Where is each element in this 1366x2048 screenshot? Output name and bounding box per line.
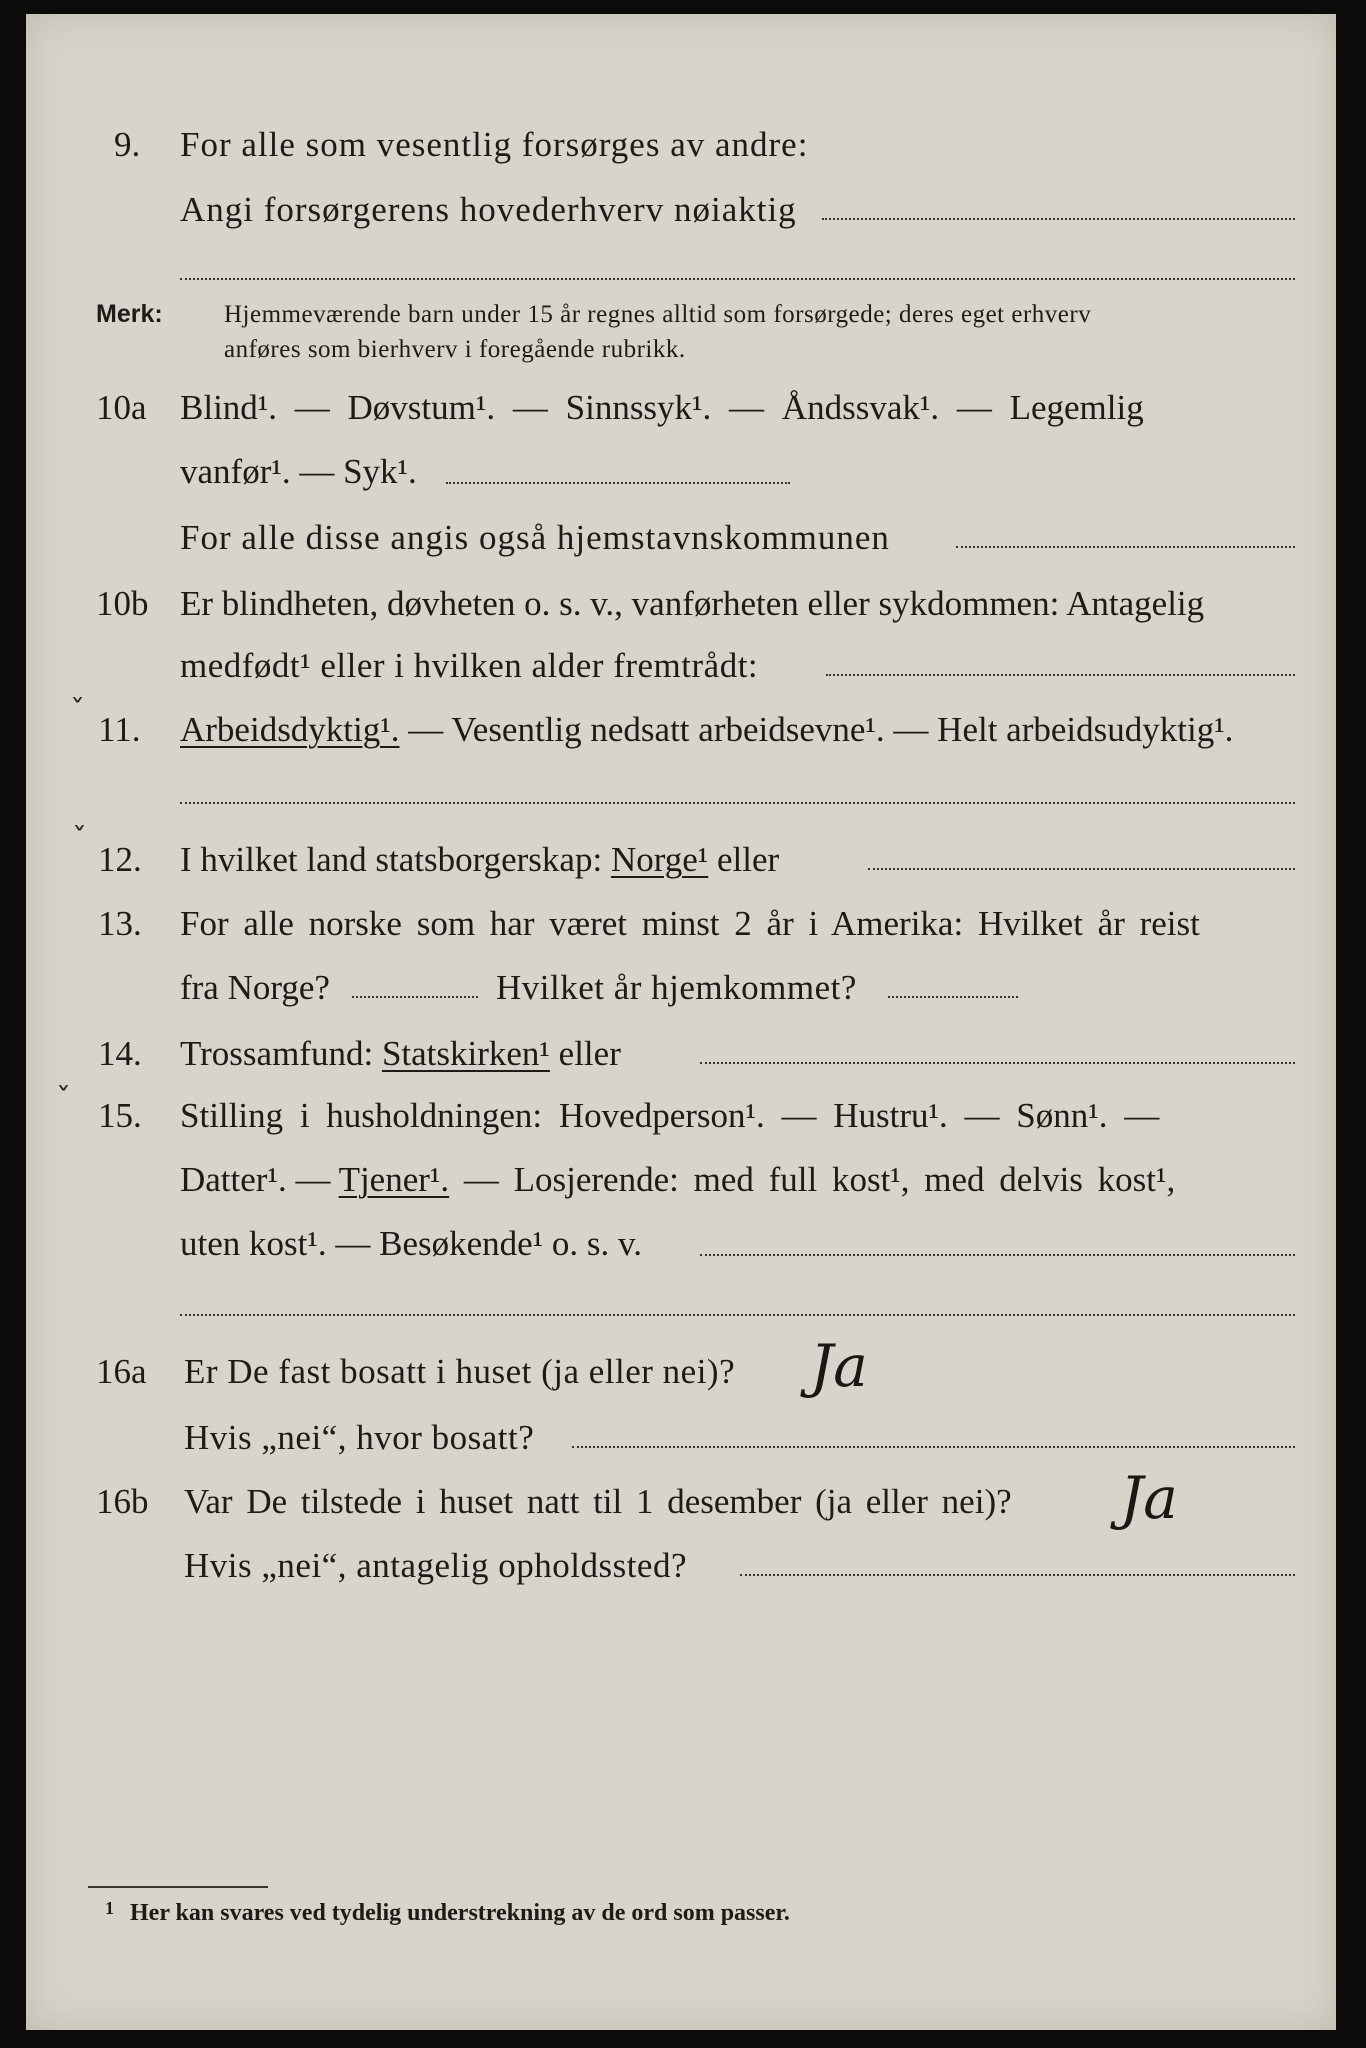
- q16a-number: 16a: [96, 1352, 147, 1391]
- q10b-line1: Er blindheten, døvheten o. s. v., vanførheten eller sykdommen: Antagelig: [180, 584, 1205, 623]
- q15-answer-line[interactable]: [180, 1314, 1295, 1316]
- q10a-hjemstavn-field[interactable]: [956, 546, 1295, 548]
- q10a-line1: Blind¹. — Døvstum¹. — Sinnssyk¹. — Åndssvak¹. — Legemlig: [180, 388, 1144, 427]
- q16b-line1: Var De tilstede i huset natt til 1 desember (ja eller nei)?: [184, 1482, 1012, 1521]
- q16a-line1: Er De fast bosatt i huset (ja eller nei)?: [184, 1352, 736, 1391]
- check-mark-icon: ˇ: [70, 694, 85, 729]
- q11-option-arbeidsdyktig[interactable]: Arbeidsdyktig¹.: [180, 710, 400, 749]
- q15-answer-field[interactable]: [700, 1254, 1295, 1256]
- q15-option-tjener[interactable]: Tjener¹.: [338, 1160, 450, 1199]
- q15-line2-end: — Losjerende: med full kost¹, med delvis kost¹,: [449, 1160, 1176, 1199]
- q9-answer-field[interactable]: [822, 218, 1295, 220]
- q10a-number: 10a: [96, 388, 147, 427]
- q13-line1: For alle norske som har været minst 2 år i Amerika: Hvilket år reist: [180, 904, 1200, 943]
- q10a-line3: For alle disse angis også hjemstavnskommunen: [180, 518, 890, 557]
- q15-line2-start: Datter¹. —: [180, 1160, 339, 1199]
- q12-number: 12.: [98, 840, 142, 879]
- q13-reist-field[interactable]: [352, 996, 478, 998]
- footnote-mark: 1: [105, 1898, 114, 1918]
- q12-or: eller: [708, 840, 780, 879]
- q11-other-options: — Vesentlig nedsatt arbeidsevne¹. — Helt arbeidsudyktig¹.: [399, 710, 1234, 749]
- q14-number: 14.: [98, 1034, 142, 1073]
- q15-number: 15.: [98, 1096, 142, 1135]
- q14-question: Trossamfund:: [180, 1034, 382, 1073]
- check-mark-icon: ˇ: [56, 1082, 71, 1117]
- q11-answer-line[interactable]: [180, 802, 1295, 804]
- q16b-number: 16b: [96, 1482, 149, 1521]
- q16a-handwritten-answer[interactable]: Ja: [810, 1332, 868, 1400]
- q10b-number: 10b: [96, 584, 149, 623]
- q15-line3: uten kost¹. — Besøkende¹ o. s. v.: [180, 1224, 643, 1263]
- merk-label: Merk:: [96, 300, 163, 328]
- q16a-answer-field[interactable]: [572, 1446, 1295, 1448]
- check-mark-icon: ˇ: [72, 822, 87, 857]
- q12-question: I hvilket land statsborgerskap:: [180, 840, 611, 879]
- q11-number: 11.: [98, 710, 141, 749]
- q13-number: 13.: [98, 904, 142, 943]
- q10a-answer-field[interactable]: [446, 482, 790, 484]
- q10b-answer-field[interactable]: [826, 674, 1295, 676]
- q12-option-norge[interactable]: Norge¹: [610, 840, 709, 879]
- q9-line2: Angi forsørgerens hovederhverv nøiaktig: [180, 190, 797, 229]
- q13-line2a: fra Norge?: [180, 968, 330, 1007]
- q9-answer-line[interactable]: [180, 278, 1295, 280]
- merk-line1: Hjemmeværende barn under 15 år regnes alltid som forsørgede; deres eget erhverv: [224, 301, 1092, 328]
- q9-number: 9.: [114, 125, 141, 164]
- q10b-line2: medfødt¹ eller i hvilken alder fremtrådt:: [180, 646, 759, 685]
- q13-hjemkommet-field[interactable]: [888, 996, 1018, 998]
- q16a-line2: Hvis „nei“, hvor bosatt?: [184, 1418, 535, 1457]
- q14-or: eller: [549, 1034, 621, 1073]
- q12-answer-field[interactable]: [868, 868, 1295, 870]
- merk-line2: anføres som bierhverv i foregående rubrikk.: [224, 336, 686, 363]
- q14-answer-field[interactable]: [700, 1062, 1295, 1064]
- q10a-line2: vanfør¹. — Syk¹.: [180, 452, 417, 491]
- q16b-answer-field[interactable]: [740, 1574, 1295, 1576]
- q13-line2b: Hvilket år hjemkommet?: [496, 968, 857, 1007]
- q16b-line2: Hvis „nei“, antagelig opholdssted?: [184, 1546, 687, 1585]
- q16b-handwritten-answer[interactable]: Ja: [1120, 1464, 1178, 1532]
- q15-line1: Stilling i husholdningen: Hovedperson¹. — Hustru¹. — Sønn¹. —: [180, 1096, 1160, 1135]
- q14-option-statskirken[interactable]: Statskirken¹: [381, 1034, 550, 1073]
- q9-line1: For alle som vesentlig forsørges av andre:: [180, 125, 809, 164]
- footnote-rule: [88, 1886, 268, 1888]
- footnote-text: Her kan svares ved tydelig understrekning av de ord som passer.: [130, 1900, 790, 1926]
